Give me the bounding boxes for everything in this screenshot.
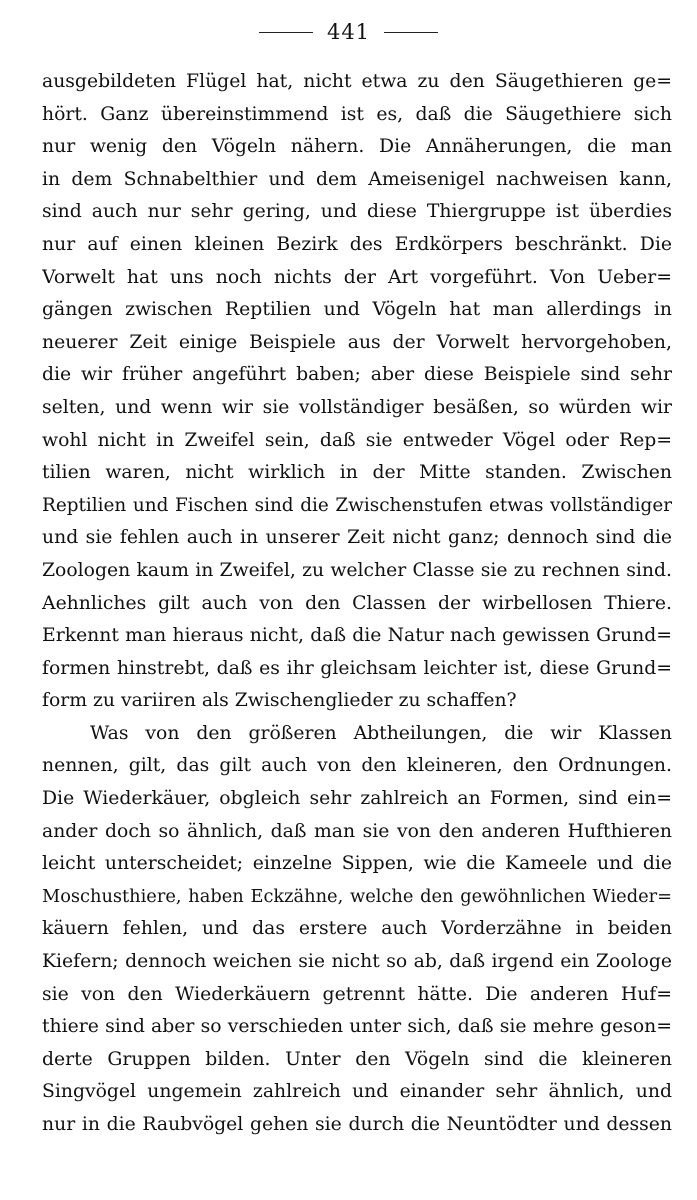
text-line: ander doch so ähnlich, daß man sie von den anderen Hufthieren (42, 820, 672, 842)
text-line: gängen zwischen Reptilien und Vögeln hat man allerdings in (42, 299, 672, 321)
text-line: form zu variiren als Zwischenglieder zu schaffen? (42, 690, 517, 712)
text-line: Erkennt man hieraus nicht, daß die Natur nach gewissen Grund= (42, 625, 672, 647)
text-line: die wir früher angeführt baben; aber diese Beispiele sind sehr (42, 364, 672, 386)
text-line: Moschusthiere, haben Eckzähne, welche den gewöhnlichen Wieder= (42, 885, 672, 907)
text-line: ausgebildeten Flügel hat, nicht etwa zu den Säugethieren ge= (42, 71, 672, 92)
page-number: 441 (326, 20, 371, 44)
text-line: Aehnliches gilt auch von den Classen der wirbellosen Thiere. (42, 592, 672, 614)
body-text (42, 66, 672, 1142)
text-line: selten, und wenn wir sie vollständiger besäßen, so würden wir (42, 396, 672, 418)
text-line: Singvögel ungemein zahlreich und einander sehr ähnlich, und (42, 1081, 672, 1103)
text-line: Vorwelt hat uns noch nichts der Art vorgeführt. Von Ueber= (42, 266, 672, 288)
text-line: sie von den Wiederkäuern getrennt hätte. Die anderen Huf= (42, 983, 672, 1005)
text-line: Kiefern; dennoch weichen sie nicht so ab, daß irgend ein Zoologe (42, 951, 672, 973)
text-line: sind auch nur sehr gering, und diese Thiergruppe ist überdies (42, 201, 672, 223)
text-line: formen hinstrebt, daß es ihr gleichsam leichter ist, diese Grund= (42, 657, 672, 679)
header-rule-right (384, 32, 438, 33)
page-header (0, 14, 697, 50)
header-rule-left (259, 32, 313, 33)
text-line: käuern fehlen, und das erstere auch Vorderzähne in beiden (42, 918, 672, 940)
text-line: leicht unterscheidet; einzelne Sippen, wie die Kameele und die (42, 853, 672, 875)
text-line: derte Gruppen bilden. Unter den Vögeln sind die kleineren (42, 1048, 672, 1070)
text-line: nur auf einen kleinen Bezirk des Erdkörpers beschränkt. Die (42, 233, 672, 255)
text-line: Zoologen kaum in Zweifel, zu welcher Classe sie zu rechnen sind. (42, 559, 672, 581)
text-line: hört. Ganz übereinstimmend ist es, daß die Säugethiere sich (42, 103, 672, 125)
text-line: thiere sind aber so verschieden unter sich, daß sie mehre geson= (42, 1016, 672, 1038)
text-line: nur in die Raubvögel gehen sie durch die Neuntödter und dessen (42, 1114, 672, 1135)
text-line: neuerer Zeit einige Beispiele aus der Vorwelt hervorgehoben, (42, 331, 672, 353)
text-line: und sie fehlen auch in unserer Zeit nicht ganz; dennoch sind die (42, 527, 672, 549)
text-line: Reptilien und Fischen sind die Zwischenstufen etwas vollständiger (42, 494, 672, 516)
text-line: nur wenig den Vögeln nähern. Die Annäherungen, die man (42, 136, 672, 158)
text-line: nennen, gilt, das gilt auch von den kleineren, den Ordnungen. (42, 755, 672, 777)
text-line: tilien waren, nicht wirklich in der Mitte standen. Zwischen (42, 462, 672, 484)
text-line: wohl nicht in Zweifel sein, daß sie entweder Vögel oder Rep= (42, 429, 672, 451)
text-line: Die Wiederkäuer, obgleich sehr zahlreich an Formen, sind ein= (42, 788, 672, 810)
text-line: Was von den größeren Abtheilungen, die wir Klassen (90, 722, 672, 744)
text-line: in dem Schnabelthier und dem Ameisenigel nachweisen kann, (42, 168, 672, 190)
